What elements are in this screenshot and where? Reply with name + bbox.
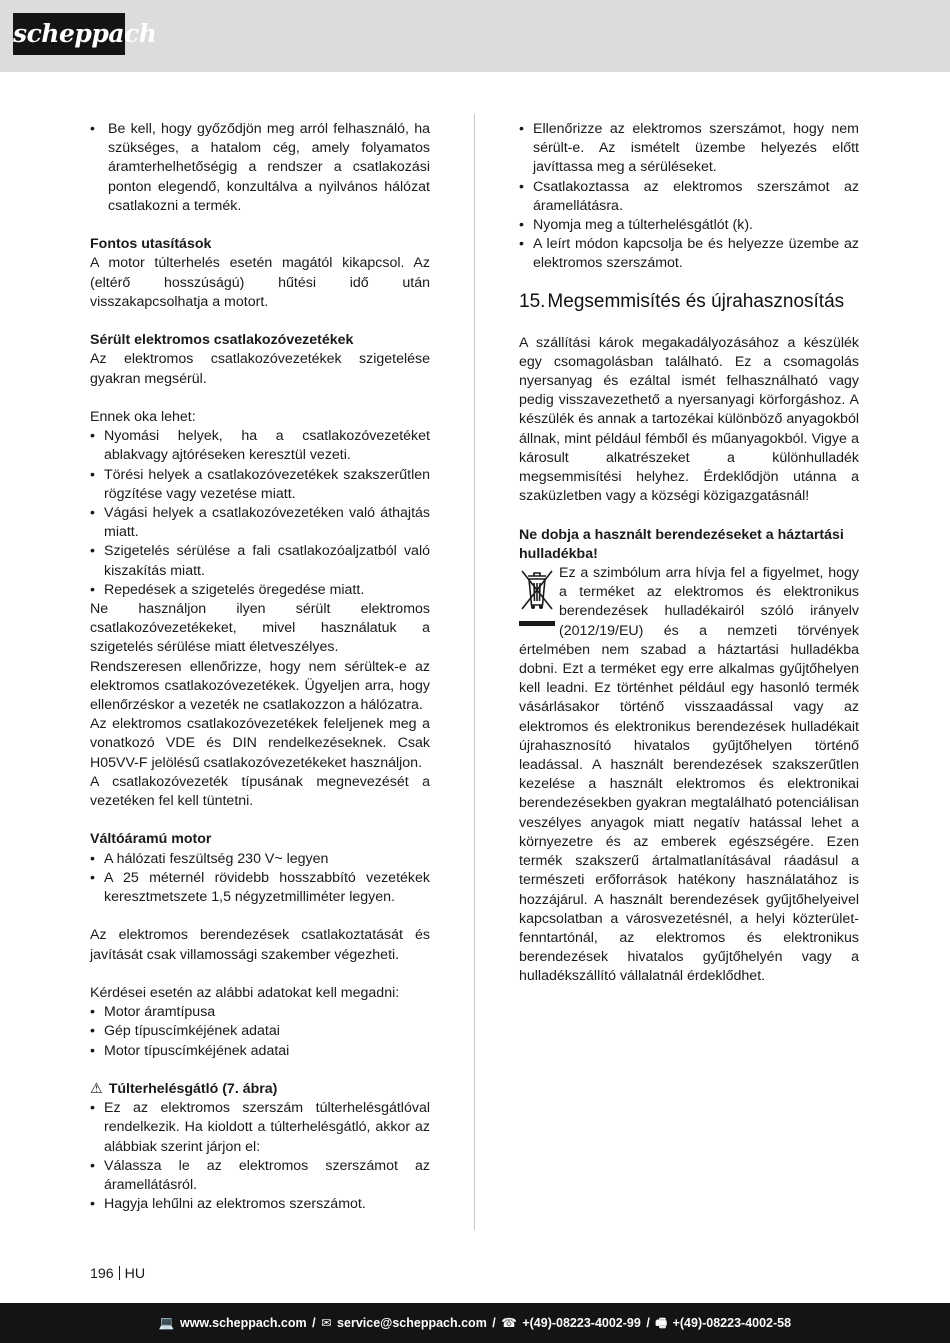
list-item: • A hálózati feszültség 230 V~ legyen — [90, 850, 430, 869]
crossed-out-bin-graphic — [519, 567, 555, 611]
right-bullet-list — [519, 120, 859, 274]
list-item: • Repedések a szigetelés öregedése miatt. — [90, 581, 430, 600]
ok-bullet-list — [90, 427, 430, 600]
list-item: • Törési helyek a csatlakozóvezetékek szakszerűtlen rögzítése vagy vezetése miatt. — [90, 466, 430, 504]
column-divider — [474, 114, 475, 1230]
valto-heading: Váltóáramú motor — [90, 831, 212, 848]
page-separator — [119, 1266, 120, 1280]
paragraph: Rendszeresen ellenőrizze, hogy nem sérültek-e az elektromos csatlakozóvezetékek. Ügyeljen arra, hogy ellenőrzéskor a vezeték ne csatlakozzon a hálózatra. — [90, 658, 430, 714]
email-link[interactable]: service@scheppach.com — [337, 1316, 487, 1330]
tulterheles-title: Túlterhelésgátló (7. ábra) — [108, 1081, 278, 1098]
computer-icon: 💻 — [158, 1316, 175, 1330]
intro-bullet-list — [90, 120, 430, 216]
warning-icon: ⚠ — [90, 1081, 103, 1098]
weee-bar — [519, 621, 555, 626]
kerdesei-text: Kérdései esetén az alábbi adatokat kell megadni: — [90, 985, 400, 1002]
section-title: Megsemmisítés és újrahasznosítás — [547, 290, 845, 312]
right-column — [519, 120, 859, 987]
paragraph: Ne használjon ilyen sérült elektromos csatlakozóvezetékeket, mivel használatuk a szigetelés sérülése miatt életveszélyes. — [90, 601, 430, 656]
footer-separator: / — [312, 1316, 316, 1330]
paragraph: A csatlakozóvezeték típusának megnevezését a vezetéken fel kell tüntetni. — [90, 773, 430, 810]
serult-heading: Sérült elektromos csatlakozóvezetékek — [90, 332, 354, 349]
list-item: • Be kell, hogy győződjön meg arról felhasználó, ha szükséges, a hatalom cég, amely folyamatos áramterhelhetőségig a rendszer a csatlakozási ponton elegendő, konzultálva a nyilvános hálózat csatlakozni a termék. — [90, 120, 430, 216]
fax-number: +(49)-08223-4002-58 — [672, 1316, 792, 1330]
weee-heading: Ne dobja a használt berendezéseket a háztartási hulladékba! — [519, 526, 844, 562]
kerdesei-bullet-list — [90, 1003, 430, 1061]
tulterheles-bullet-list — [90, 1099, 430, 1214]
footer-separator: / — [646, 1316, 650, 1330]
weee-text: Ez a szimbólum arra hívja fel a figyelmet, hogy a terméket az elektromos és elektronikus berendezések hulladékairól szóló irányelv (2012/19/EU) és a nemzeti törvények értelmében nem szabad a háztartási hulladékba dobni. Ezt a terméket egy erre alkalmas gyűjtőhelyen kell leadni. Ez történhet például egy hasonló termék vásárlásakor történő visszaadással vagy az elektromos és elektronikus berendezések hulladékait újrahasznosító hivatalos gyűjtőhelyen történő leadással. A használt berendezések szakszerűtlen kezelése a használt elektromos és elektronikai berendezésekben gyakran megtalálható potenciálisan veszélyes anyagok miatt negatív hatással lehet a környezetre és az emberek egészségére. Ezen termék szakszerű ártalmatlanításával ráadásul a természeti erőforrások hatékony használatához is hozzájárul. A használt berendezések gyűjtőhelyeivel kapcsolatban a városvezetésnél, a helyi közterület-fenntartónál, az elektromos és elektronikus berendezések hivatalos gyűjtőhelyén vagy a hulladékszállító vállalatnál érdeklődhet. — [519, 565, 859, 985]
left-column — [90, 120, 430, 1214]
list-item: • Válassza le az elektromos szerszámot az áramellátásról. — [90, 1157, 430, 1195]
list-item: • Szigetelés sérülése a fali csatlakozóaljzatból való kiszakítás miatt. — [90, 542, 430, 580]
footer-bar — [0, 1303, 950, 1343]
section-number: 15. — [519, 290, 546, 312]
crossed-out-bin-icon — [519, 567, 555, 626]
list-item: • A 25 méternél rövidebb hosszabbító vezetékek keresztmetszete 1,5 négyzetmilliméter legyen. — [90, 869, 430, 907]
paragraph: Az elektromos csatlakozóvezetékek feleljenek meg a vonatkozó VDE és DIN rendelkezéseknek. Csak H05VV-F jelölésű csatlakozóvezetékeket használjon. — [90, 716, 430, 771]
list-item: • A leírt módon kapcsolja be és helyezze üzembe az elektromos szerszámot. — [519, 235, 859, 273]
page-number — [90, 1265, 145, 1283]
list-item: • Vágási helyek a csatlakozóvezetéken való áthajtás miatt. — [90, 504, 430, 542]
phone-icon: ☎ — [501, 1316, 517, 1330]
phone-number[interactable]: +(49)-08223-4002-99 — [522, 1316, 641, 1330]
list-item: • Motor áramtípusa — [90, 1003, 430, 1022]
valto-bullet-list — [90, 850, 430, 908]
list-item: • Ellenőrizze az elektromos szerszámot, hogy nem sérült-e. Az ismételt üzembe helyezés előtt javíttassa meg a sérüléseket. — [519, 120, 859, 178]
list-item: • Nyomja meg a túlterhelésgátlót (k). — [519, 216, 859, 235]
section-heading — [519, 290, 859, 314]
tulterheles-heading — [90, 1080, 430, 1099]
serult-text: Az elektromos csatlakozóvezetékek szigetelése gyakran megsérül. — [90, 351, 430, 387]
villany-text: Az elektromos berendezések csatlakoztatását és javítását csak villamossági szakember végezheti. — [90, 927, 430, 963]
list-item: • Nyomási helyek, ha a csatlakozóvezetéket ablakvagy ajtóréseken keresztül vezeti. — [90, 427, 430, 465]
list-item: • Hagyja lehűlni az elektromos szerszámot. — [90, 1195, 430, 1214]
brand-logo: scheppach — [13, 13, 125, 55]
fontos-text: A motor túlterhelés esetén magától kikapcsol. Az (eltérő hosszúságú) hűtési idő után visszakapcsolhatja a motort. — [90, 255, 430, 310]
list-item: • Gép típuscímkéjének adatai — [90, 1022, 430, 1041]
section-text: A szállítási károk megakadályozásához a készülék egy csomagolásban található. Ez a csomagolás nyersanyag és ezáltal ismét felhasználható vagy pedig visszavezethető a nyersanyagi körforgáshoz. A készülék és annak a tartozékai különböző anyagokból állnak, mint például fémből és műanyagokból. Vigye a károsult alkatrészeket a különhulladék megsemmisítési helyhez. Érdeklődjön utánna a szaküzletben vagy a községi közigazgatásnál! — [519, 334, 859, 505]
header-bar — [0, 0, 950, 72]
website-link[interactable]: www.scheppach.com — [179, 1316, 307, 1330]
list-item: • Motor típuscímkéjének adatai — [90, 1042, 430, 1061]
ok-intro: Ennek oka lehet: — [90, 409, 196, 425]
page-language: HU — [124, 1266, 146, 1282]
list-item: • Csatlakoztassa az elektromos szerszámot az áramellátásra. — [519, 178, 859, 216]
mail-icon: ✉ — [321, 1316, 332, 1330]
page-number-value: 196 — [90, 1266, 114, 1282]
list-item: • Ez az elektromos szerszám túlterhelésgátlóval rendelkezik. Ha kioldott a túlterhelésgátló, akkor az alábbiak szerint járjon el: — [90, 1099, 430, 1157]
fontos-heading: Fontos utasítások — [90, 236, 212, 253]
fax-icon: 🖷 — [655, 1316, 668, 1330]
footer-separator: / — [492, 1316, 496, 1330]
weee-block — [519, 564, 859, 986]
